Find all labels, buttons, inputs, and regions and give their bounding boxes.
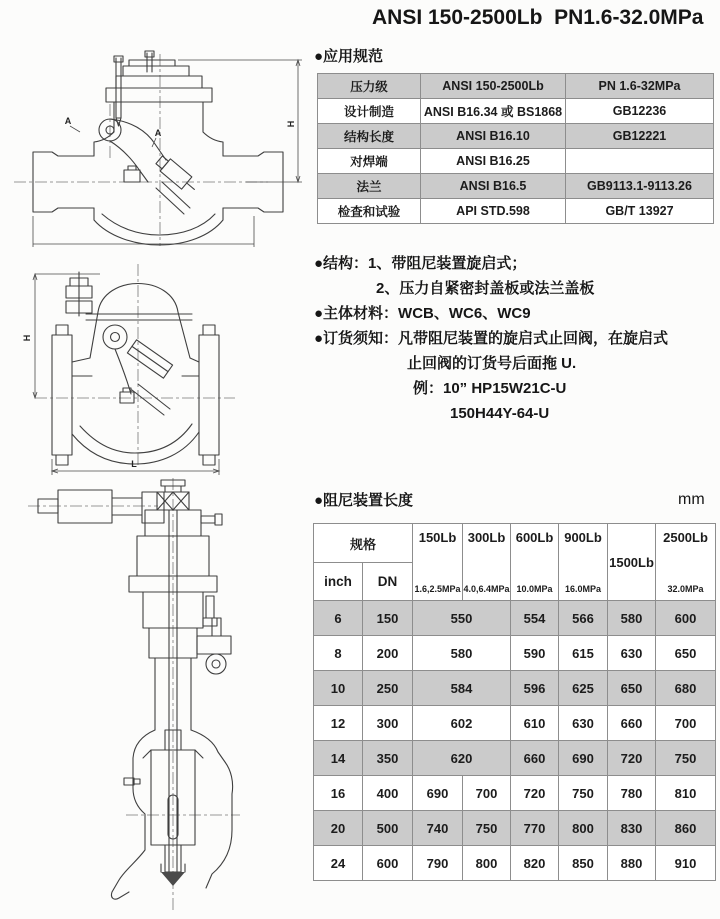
damper-cell: 200 bbox=[363, 636, 413, 671]
damper-cell: 770 bbox=[511, 811, 559, 846]
damper-cell: 596 bbox=[511, 671, 559, 706]
spec-ansi-value: API STD.598 bbox=[421, 199, 566, 224]
damper-cell: 690 bbox=[559, 741, 608, 776]
table-row bbox=[314, 524, 716, 563]
damper-cell: 650 bbox=[656, 636, 716, 671]
spec-label: 对焊端 bbox=[318, 149, 421, 174]
table-row bbox=[318, 99, 714, 124]
damper-cell: 650 bbox=[608, 671, 656, 706]
table-row bbox=[314, 706, 716, 741]
notes-block bbox=[314, 251, 716, 426]
damper-header-2500lb: 2500Lb 32.0MPa bbox=[656, 524, 716, 601]
table-row bbox=[318, 124, 714, 149]
table-row bbox=[314, 776, 716, 811]
damper-cell: 580 bbox=[413, 636, 511, 671]
spec-section-heading: ●应用规范 bbox=[314, 48, 384, 65]
damper-cell: 300 bbox=[363, 706, 413, 741]
table-row bbox=[314, 601, 716, 636]
spec-gb-value: GB/T 13927 bbox=[566, 199, 714, 224]
damper-cell: 630 bbox=[608, 636, 656, 671]
damper-cell: 850 bbox=[559, 846, 608, 881]
damper-cell: 20 bbox=[314, 811, 363, 846]
spec-ansi-value: ANSI B16.5 bbox=[421, 174, 566, 199]
damper-cell: 10 bbox=[314, 671, 363, 706]
unit-label: mm bbox=[678, 491, 705, 508]
dimension-label-h: H bbox=[22, 334, 32, 342]
damper-cell: 660 bbox=[608, 706, 656, 741]
table-row bbox=[314, 671, 716, 706]
spec-ansi-value: ANSI B16.25 bbox=[421, 149, 566, 174]
damper-cell: 780 bbox=[608, 776, 656, 811]
damper-cell: 790 bbox=[413, 846, 463, 881]
damper-header-300lb: 300Lb 4.0,6.4MPa bbox=[463, 524, 511, 601]
centerlines bbox=[35, 264, 235, 466]
section-label-a: A bbox=[154, 128, 162, 138]
spec-ansi-value: ANSI B16.34 或 BS1868 bbox=[421, 99, 566, 124]
dimension-label-h: H bbox=[286, 120, 296, 128]
damper-cell: 680 bbox=[656, 671, 716, 706]
centerlines bbox=[28, 478, 240, 910]
dimension-label-l: L bbox=[131, 459, 137, 469]
table-row bbox=[314, 811, 716, 846]
damper-section-heading: ●阻尼装置长度 bbox=[314, 492, 414, 509]
table-row bbox=[314, 636, 716, 671]
damper-cell: 600 bbox=[363, 846, 413, 881]
damper-cell: 16 bbox=[314, 776, 363, 811]
spec-label: 压力级 bbox=[318, 74, 421, 99]
dimension-lines bbox=[33, 274, 219, 475]
damper-cell: 500 bbox=[363, 811, 413, 846]
damper-cell: 24 bbox=[314, 846, 363, 881]
damper-cell: 615 bbox=[559, 636, 608, 671]
spec-label: 检查和试验 bbox=[318, 199, 421, 224]
table-row bbox=[318, 74, 714, 99]
damper-cell: 14 bbox=[314, 741, 363, 776]
damper-cell: 700 bbox=[463, 776, 511, 811]
note-line: 例：10” HP15W21C-U bbox=[413, 380, 567, 397]
damper-cell: 550 bbox=[413, 601, 511, 636]
page-title: ANSI 150-2500Lb PN1.6-32.0MPa bbox=[372, 6, 704, 29]
damper-cell: 602 bbox=[413, 706, 511, 741]
drawing-buttweld-check-valve bbox=[6, 48, 306, 253]
damper-cell: 584 bbox=[413, 671, 511, 706]
damper-cell: 12 bbox=[314, 706, 363, 741]
damper-cell: 600 bbox=[656, 601, 716, 636]
damper-cell: 625 bbox=[559, 671, 608, 706]
table-row bbox=[314, 846, 716, 881]
damper-cell: 860 bbox=[656, 811, 716, 846]
damper-cell: 800 bbox=[463, 846, 511, 881]
damper-cell: 150 bbox=[363, 601, 413, 636]
damper-cell: 580 bbox=[608, 601, 656, 636]
damper-cell: 250 bbox=[363, 671, 413, 706]
centerlines bbox=[14, 54, 268, 246]
table-row bbox=[314, 741, 716, 776]
table-row bbox=[318, 174, 714, 199]
spec-ansi-value: ANSI B16.10 bbox=[421, 124, 566, 149]
valve-body-outline bbox=[52, 272, 219, 465]
damper-cell: 610 bbox=[511, 706, 559, 741]
drawing-flanged-check-valve bbox=[20, 254, 250, 479]
damper-cell: 820 bbox=[511, 846, 559, 881]
damper-cell: 910 bbox=[656, 846, 716, 881]
damper-header-900lb: 900Lb 16.0MPa bbox=[559, 524, 608, 601]
spec-gb-value: GB9113.1-9113.26 bbox=[566, 174, 714, 199]
damper-cell: 740 bbox=[413, 811, 463, 846]
damper-cell: 660 bbox=[511, 741, 559, 776]
damper-cell: 750 bbox=[656, 741, 716, 776]
damper-cell: 880 bbox=[608, 846, 656, 881]
damper-cell: 554 bbox=[511, 601, 559, 636]
spec-ansi-value: ANSI 150-2500Lb bbox=[421, 74, 566, 99]
note-line: 止回阀的订货号后面拖 U. bbox=[407, 355, 577, 372]
damper-cell: 720 bbox=[608, 741, 656, 776]
damper-header-1500lb: 1500Lb bbox=[608, 524, 656, 601]
damper-cell: 750 bbox=[463, 811, 511, 846]
damper-outline bbox=[38, 480, 233, 899]
valve-body-outline bbox=[33, 51, 283, 245]
drawing-damper-device bbox=[28, 478, 263, 913]
note-line: ●结构：1、带阻尼装置旋启式； bbox=[314, 255, 527, 272]
note-line: 150H44Y-64-U bbox=[450, 405, 550, 422]
damper-cell: 630 bbox=[559, 706, 608, 741]
damper-cell: 690 bbox=[413, 776, 463, 811]
spec-gb-value: PN 1.6-32MPa bbox=[566, 74, 714, 99]
damper-cell: 800 bbox=[559, 811, 608, 846]
damper-header-dn: DN bbox=[363, 563, 413, 601]
damper-header-spec: 规格 bbox=[314, 524, 413, 563]
section-label-a: A bbox=[64, 116, 72, 126]
damper-table bbox=[313, 523, 716, 881]
note-line: ●主体材料：WCB、WC6、WC9 bbox=[314, 305, 531, 322]
spec-gb-value: GB12236 bbox=[566, 99, 714, 124]
damper-header-150lb: 150Lb 1.6,2.5MPa bbox=[413, 524, 463, 601]
damper-cell: 400 bbox=[363, 776, 413, 811]
damper-cell: 6 bbox=[314, 601, 363, 636]
damper-cell: 700 bbox=[656, 706, 716, 741]
spec-gb-value: GB12221 bbox=[566, 124, 714, 149]
damper-cell: 830 bbox=[608, 811, 656, 846]
table-row bbox=[318, 199, 714, 224]
spec-label: 结构长度 bbox=[318, 124, 421, 149]
damper-header-600lb: 600Lb 10.0MPa bbox=[511, 524, 559, 601]
spec-gb-value bbox=[566, 149, 714, 174]
damper-header-inch: inch bbox=[314, 563, 363, 601]
damper-cell: 590 bbox=[511, 636, 559, 671]
spec-label: 设计制造 bbox=[318, 99, 421, 124]
damper-cell: 720 bbox=[511, 776, 559, 811]
table-row bbox=[318, 149, 714, 174]
spec-table bbox=[317, 73, 714, 224]
note-line: 2、压力自紧密封盖板或法兰盖板 bbox=[376, 280, 595, 297]
damper-cell: 620 bbox=[413, 741, 511, 776]
damper-cell: 566 bbox=[559, 601, 608, 636]
damper-cell: 810 bbox=[656, 776, 716, 811]
damper-cell: 350 bbox=[363, 741, 413, 776]
damper-cell: 750 bbox=[559, 776, 608, 811]
spec-label: 法兰 bbox=[318, 174, 421, 199]
note-line: ●订货须知：凡带阻尼装置的旋启式止回阀，在旋启式 bbox=[314, 330, 669, 347]
damper-cell: 8 bbox=[314, 636, 363, 671]
